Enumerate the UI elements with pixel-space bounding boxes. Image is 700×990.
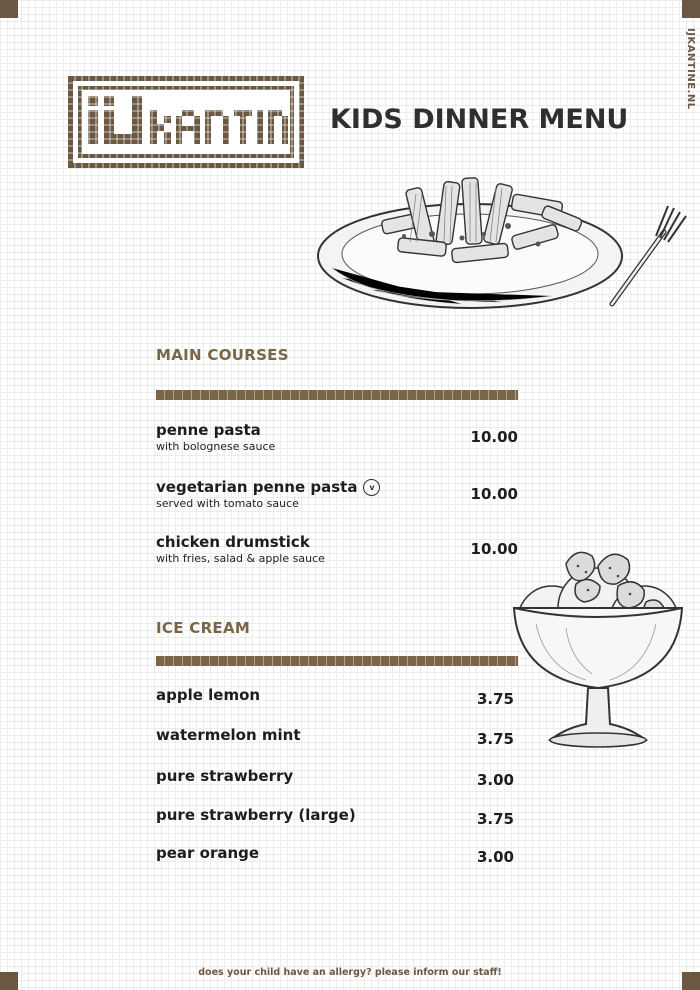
- site-url: IJKANTINE.NL: [685, 28, 696, 110]
- item-price: 3.75: [476, 810, 514, 828]
- item-name: apple lemon: [156, 686, 261, 704]
- item-name-text: vegetarian penne pasta: [156, 478, 358, 496]
- item-description: with fries, salad & apple sauce: [156, 552, 325, 565]
- menu-item: [156, 844, 518, 868]
- section-divider: [156, 656, 518, 666]
- section-title-main-courses: MAIN COURSES: [156, 346, 289, 364]
- item-name: watermelon mint: [156, 726, 301, 744]
- menu-item: [156, 533, 520, 573]
- item-price: 10.00: [470, 428, 518, 446]
- item-price: 3.75: [476, 690, 514, 708]
- menu-item: [156, 686, 518, 710]
- corner-mark-top-left: [0, 0, 18, 18]
- item-name: chicken drumstick: [156, 533, 310, 551]
- section-title-ice-cream: ICE CREAM: [156, 619, 251, 637]
- menu-item: [156, 767, 518, 791]
- page-title: KIDS DINNER MENU: [330, 104, 629, 135]
- item-name: pure strawberry (large): [156, 806, 356, 824]
- item-price: 3.75: [476, 730, 514, 748]
- menu-item: [156, 421, 520, 461]
- menu-item: [156, 478, 520, 518]
- item-price: 3.00: [476, 771, 514, 789]
- item-price: 3.00: [476, 848, 514, 866]
- section-divider: [156, 390, 518, 400]
- item-price: 10.00: [470, 540, 518, 558]
- allergy-notice: does your child have an allergy? please inform our staff!: [198, 967, 502, 978]
- ice-cream-sundae-illustration: [506, 528, 688, 754]
- item-description: with bolognese sauce: [156, 440, 276, 453]
- vegetarian-icon: v: [363, 479, 380, 496]
- item-description: served with tomato sauce: [156, 497, 299, 510]
- item-name: pear orange: [156, 844, 260, 862]
- menu-item: [156, 806, 518, 830]
- pasta-plate-illustration: [312, 168, 692, 328]
- item-price: 10.00: [470, 485, 518, 503]
- item-name: [156, 478, 380, 496]
- menu-item: [156, 726, 518, 750]
- ijkantine-logo: [68, 76, 304, 168]
- item-name: pure strawberry: [156, 767, 294, 785]
- item-name: penne pasta: [156, 421, 261, 439]
- corner-mark-top-right: [682, 0, 700, 18]
